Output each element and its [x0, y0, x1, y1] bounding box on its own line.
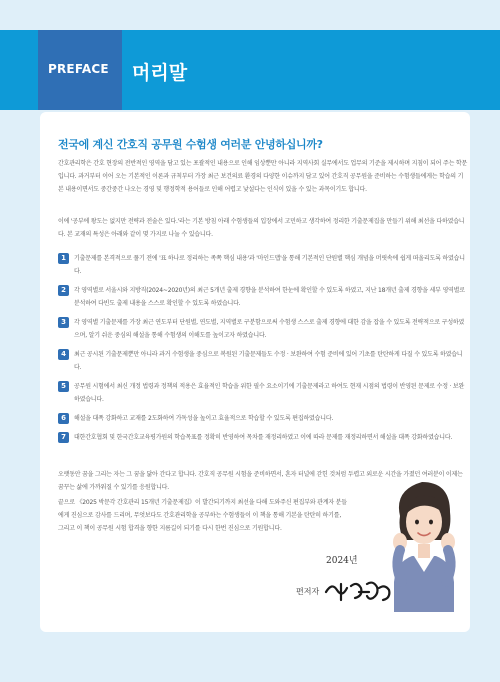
feature-text: 기출문제를 본격적으로 풀기 전에 '표 하나로 정리하는 족쪽 핵심 내용'과 '마인드맵'을 통해 기본적인 단원별 핵심 개념을 머릿속에 쉽게 떠올리도록 하였습니다.	[74, 255, 465, 275]
number-badge: 6	[58, 413, 69, 424]
author-illustration	[380, 470, 468, 612]
feature-list	[58, 252, 468, 450]
feature-text: 대한간호협회 및 한국간호교육평가원의 학습목표를 정확히 반영하여 목차를 재정리하였고 이에 따라 문제를 재정리하면서 해설을 대폭 강화하였습니다.	[74, 434, 453, 441]
feature-item	[58, 348, 468, 374]
page-title: 머리말	[132, 62, 188, 84]
preface-banner	[0, 0, 500, 120]
feature-item	[58, 284, 468, 310]
number-badge: 1	[58, 253, 69, 264]
number-badge: 5	[58, 381, 69, 392]
feature-text: 각 영역별로 서울시와 지방직(2024~2020년)의 최근 5개년 출제 경향을 분석하여 한눈에 확인할 수 있도록 하였고, 지난 18개년 출제 경향을 세부 영역별로 분석하여 다빈도 출제 내용을 스스로 확인할 수 있도록 하였습니다.	[74, 287, 465, 307]
feature-item	[58, 252, 468, 278]
signature-year: 2024년	[326, 556, 358, 566]
paragraph-purpose: 이에 '공부에 왕도는 없지만 전략과 전술은 있다.'라는 기본 방침 아래 수험생들의 입장에서 고민하고 생각하여 정리한 기출문제집을 만들기 위해 최선을 다하였습니다. 본 교재의 특성은 아래와 같이 몇 가지로 나눌 수 있습니다.	[58, 218, 465, 238]
feature-item	[58, 316, 468, 342]
number-badge: 3	[58, 317, 69, 328]
signature-label: 편저자	[296, 586, 320, 596]
feature-text: 각 영역별 기출문제를 가장 최근 연도부터 단원별, 연도별, 지역별로 구분함으로써 수험생 스스로 출제 경향에 대한 감을 잡을 수 있도록 전략적으로 구성하였으며, 알기 쉬운 중심의 해설을 통해 수험생의 이해도를 높이고자 하였습니다.	[74, 319, 465, 339]
feature-text: 해설을 대폭 강화하고 교재를 2도화하여 가독성을 높이고 효율적으로 학습할 수 있도록 편집하였습니다.	[74, 415, 334, 422]
number-badge: 2	[58, 285, 69, 296]
feature-item	[58, 412, 468, 425]
feature-item	[58, 380, 468, 406]
number-badge: 7	[58, 432, 69, 443]
feature-text: 공무원 시험에서 최신 개정 법령과 정책의 적용은 효율적인 학습을 위한 필수 요소이기에 기출문제라고 하여도 현재 시점의 법령이 반영된 문제로 수정 · 보완하였습니다.	[74, 383, 465, 403]
paragraph-thanks: 끝으로 《2025 박문각 간호관리 15개년 기출문제집》이 발간되기까지 최선을 다해 도와주신 편집부와 관계자 분들에게 진심으로 감사를 드리며, 무엇보다도 간호관리학을 공부하는 수험생들이 이 책을 통해 기본을 탄탄히 하기를, 그리고 이 책이 공무원 시험 합격을 향한 지름길이 되기를 다시 한번 진심으로 기원합니다.	[58, 499, 347, 532]
banner-label: PREFACE	[48, 62, 109, 76]
feature-item	[58, 431, 468, 444]
feature-text: 최근 공시된 기출문제뿐만 아니라 과거 수험생을 중심으로 복원된 기출문제들도 수정 · 보완하여 수험 준비에 있어 기초를 탄탄하게 다질 수 있도록 하였습니다.	[74, 351, 463, 371]
number-badge: 4	[58, 349, 69, 360]
paragraph-outro: 오랫동안 꿈을 그리는 자는 그 꿈을 닮아 간다고 합니다. 간호직 공무원 시험을 준비하면서, 혼자 터널에 갇힌 것처럼 두렵고 외로운 시간을 가졌던 여러분이 이제는 꿈꾸는 삶에 가까워질 수 있기를 응원합니다.	[58, 471, 463, 491]
headline: 전국에 계신 간호직 공무원 수험생 여러분 안녕하십니까?	[58, 138, 323, 151]
paragraph-intro: 간호관리학은 간호 현장의 전반적인 영역을 담고 있는 포괄적인 내용으로 인해 임상뿐만 아니라 지역사회 실무에서도 업무의 기준을 제시하며 지침이 되어 주는 학문입니다. 과거부터 이어 오는 기본적인 이론과 규칙부터 가장 최근 보건의료 환경의 다양한 이슈까지 담고 있어 간호직 공무원을 준비하는 수험생들에게는 학습의 기본 내용이면서도 중간중간 나오는 경영 및 행정학적 용어들로 인해 어렵고 낯설다는 인식이 있을 수 있는 과목이기도 합니다.	[58, 160, 468, 193]
